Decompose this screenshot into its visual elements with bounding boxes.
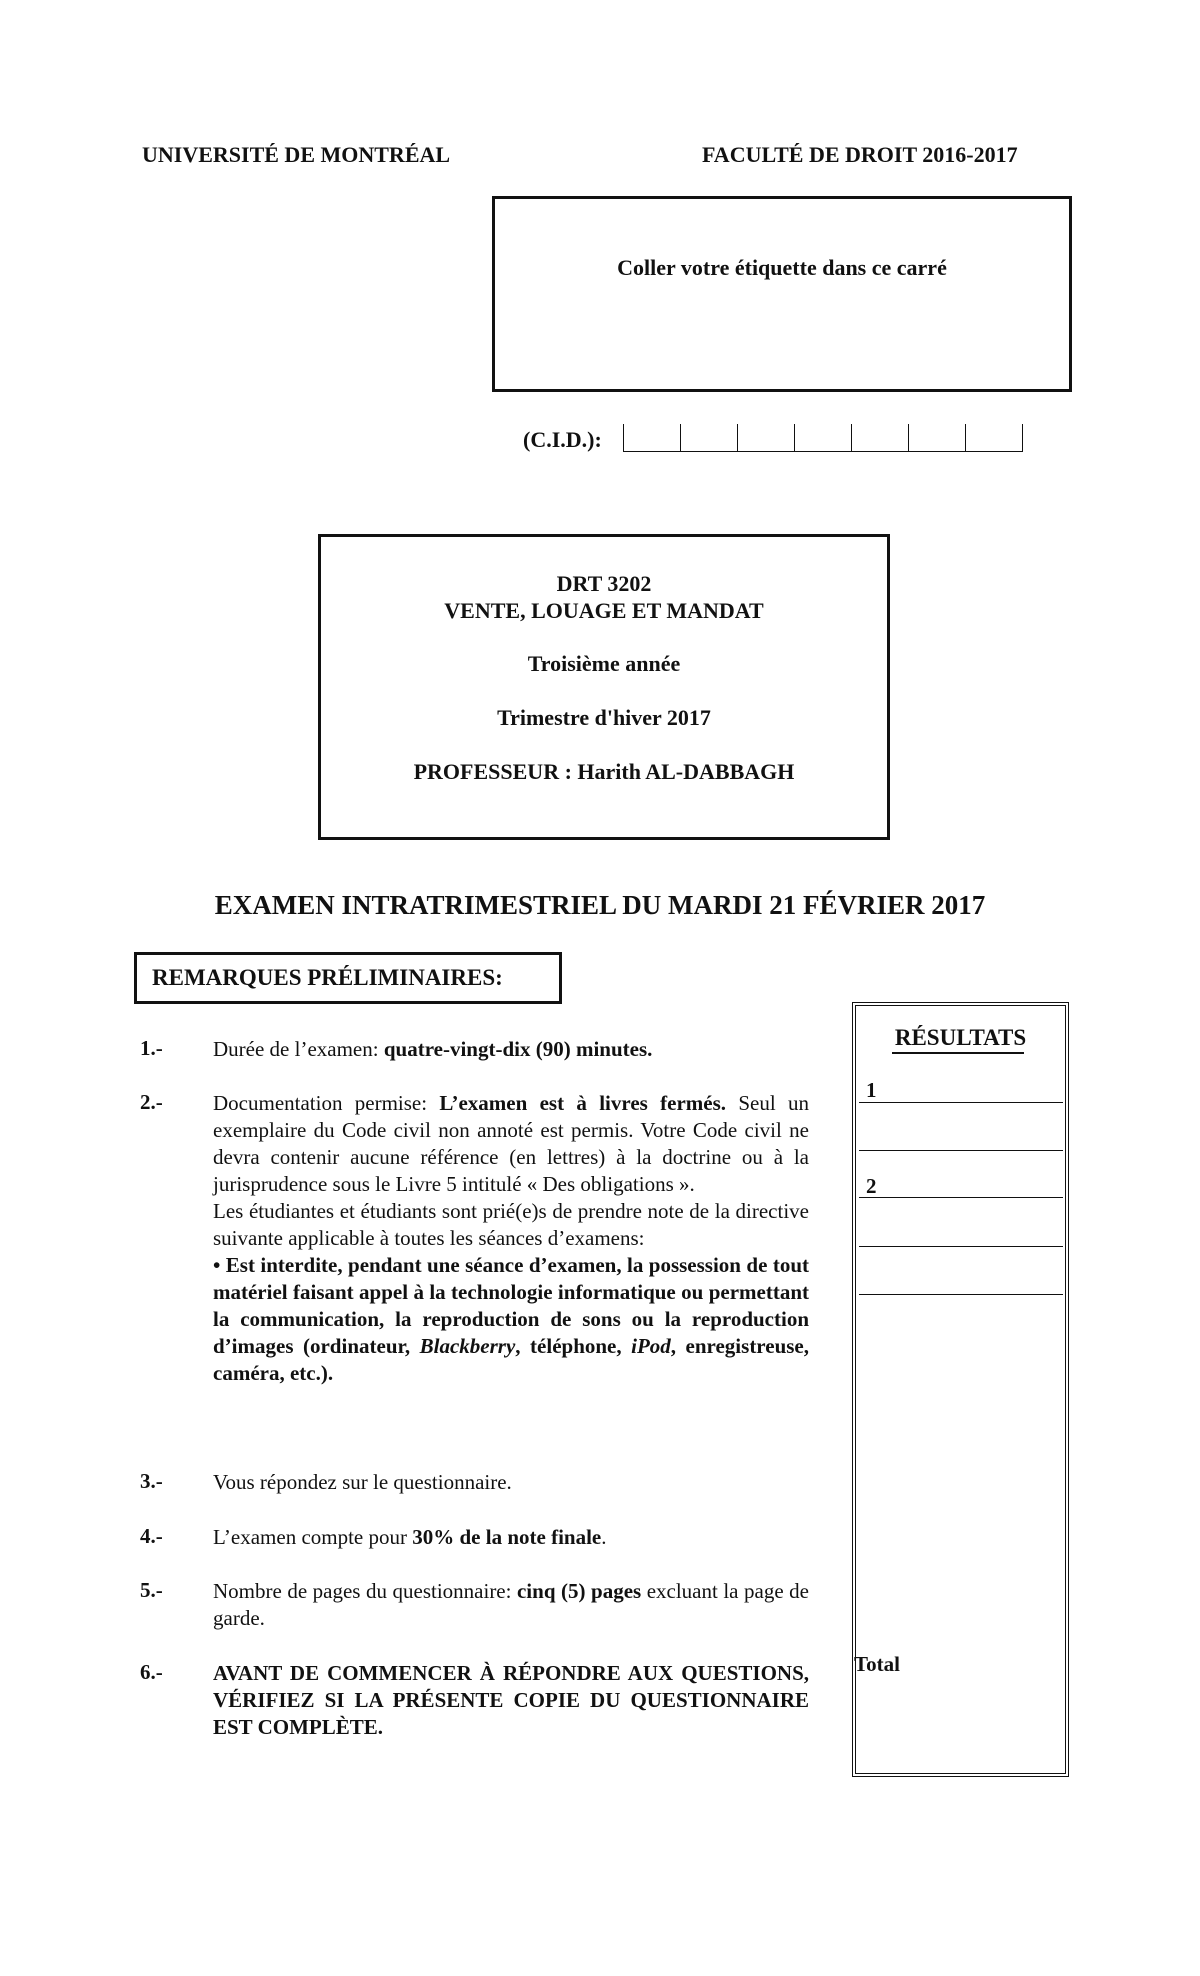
cid-digit-box[interactable] [623, 424, 681, 451]
cid-digit-box[interactable] [795, 424, 852, 451]
cid-digit-box[interactable] [852, 424, 909, 451]
item-5-text: Nombre de pages du questionnaire: cinq (5) pages excluant la page de garde. [213, 1579, 809, 1630]
item-number: 4.- [140, 1524, 163, 1548]
label-box [492, 196, 1072, 392]
remarks-heading: REMARQUES PRÉLIMINAIRES: [134, 952, 562, 1004]
cid-digit-box[interactable] [738, 424, 795, 451]
faculty-year: FACULTÉ DE DROIT 2016-2017 [702, 142, 1018, 167]
score-line[interactable] [859, 1294, 1063, 1295]
cid-label: (C.I.D.): [523, 427, 602, 452]
cid-digit-box[interactable] [966, 424, 1023, 451]
course-term: Trimestre d'hiver 2017 [497, 705, 711, 730]
cid-digit-box[interactable] [909, 424, 966, 451]
course-year: Troisième année [527, 651, 681, 676]
score-line[interactable] [859, 1246, 1063, 1247]
score-line[interactable] [859, 1102, 1063, 1103]
question-2-label: 2 [866, 1174, 877, 1198]
university-name: UNIVERSITÉ DE MONTRÉAL [142, 142, 451, 167]
item-number: 6.- [140, 1660, 163, 1684]
item-3-text: Vous répondez sur le questionnaire. [213, 1470, 512, 1494]
course-code: DRT 3202 [556, 571, 652, 596]
label-box-text: Coller votre étiquette dans ce carré [617, 255, 947, 280]
exam-title: EXAMEN INTRATRIMESTRIEL DU MARDI 21 FÉVRIER 2017 [214, 890, 986, 920]
item-1-text: Durée de l’examen: quatre-vingt-dix (90) minutes. [213, 1037, 653, 1061]
item-number: 1.- [140, 1036, 163, 1060]
results-total-label: Total [854, 1652, 900, 1676]
item-number: 3.- [140, 1469, 163, 1493]
course-info-box [318, 534, 890, 840]
item-number: 2.- [140, 1090, 163, 1114]
cid-digit-box[interactable] [681, 424, 738, 451]
course-name: VENTE, LOUAGE ET MANDAT [444, 598, 764, 623]
score-line[interactable] [859, 1197, 1063, 1198]
results-title-underline [892, 1052, 1024, 1054]
item-6-text: AVANT DE COMMENCER À RÉPONDRE AUX QUESTIONS, VÉRIFIEZ SI LA PRÉSENTE COPIE DU QUESTIONNAIRE EST COMPLÈTE. [213, 1661, 809, 1739]
cid-boxes[interactable] [623, 424, 1023, 452]
score-line[interactable] [859, 1150, 1063, 1151]
results-title: RÉSULTATS [894, 1025, 1027, 1050]
item-2-text: Documentation permise: L’examen est à livres fermés. Seul un exemplaire du Code civil non annoté est permis. Votre Code civil ne devra contenir aucune référence (en lettres) à la doctrine ou à la jurisprudence sous le Livre 5 intitulé « Des obligations ». Les étudiantes et étudiants sont prié(e)s de prendre note de la directive suivante applicable à toutes les séances d’examens: • Est interdite, pendant une séance d’examen, la possession de tout matériel faisant appel à la technologie informatique ou permettant la communication, la reproduction de sons ou la reproduction d’images (ordinateur, Blackberry, téléphone, iPod, enregistreuse, caméra, etc.). [213, 1091, 809, 1385]
course-professor: PROFESSEUR : Harith AL-DABBAGH [413, 759, 795, 784]
item-number: 5.- [140, 1578, 163, 1602]
question-1-label: 1 [866, 1078, 877, 1102]
item-4-text: L’examen compte pour 30% de la note finale. [213, 1525, 607, 1549]
